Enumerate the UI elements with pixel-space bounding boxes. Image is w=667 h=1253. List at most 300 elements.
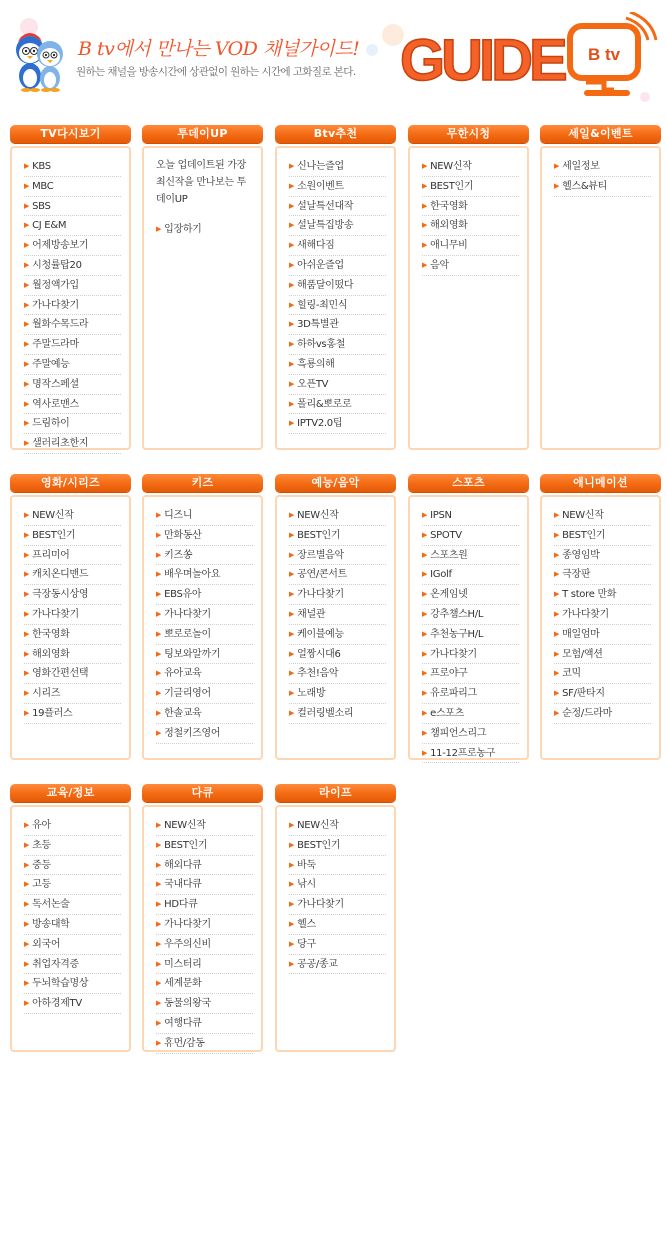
category-item[interactable] (289, 335, 386, 355)
arrow-icon: ▶ (156, 629, 162, 638)
category-title-무한시청[interactable]: 무한시청 (408, 125, 529, 143)
category-item[interactable] (24, 395, 121, 415)
category-box (142, 784, 263, 1052)
category-box (540, 474, 661, 760)
category-item[interactable] (156, 605, 253, 625)
category-item-label: 가나다찾기 (32, 299, 79, 311)
category-item[interactable] (156, 875, 253, 895)
category-item-label: 중등 (32, 859, 51, 871)
category-title-키즈[interactable]: 키즈 (142, 474, 263, 492)
category-item[interactable] (289, 296, 386, 316)
category-item-label: 해외영화 (32, 648, 70, 660)
arrow-icon: ▶ (554, 570, 560, 579)
category-item-label: IPSN (430, 510, 452, 521)
category-item[interactable] (24, 836, 121, 856)
category-item-label: 바둑 (297, 859, 316, 871)
category-item[interactable] (156, 915, 253, 935)
arrow-icon: ▶ (156, 225, 162, 233)
category-item[interactable] (289, 585, 386, 605)
category-item-label: 폴리&뽀로로 (297, 398, 352, 410)
arrow-icon: ▶ (156, 669, 162, 678)
category-item[interactable] (156, 625, 253, 645)
category-item[interactable] (554, 565, 651, 585)
arrow-icon: ▶ (24, 689, 30, 698)
category-item[interactable] (24, 414, 121, 434)
arrow-icon: ▶ (289, 900, 295, 909)
category-item[interactable] (156, 816, 253, 836)
category-item[interactable] (156, 935, 253, 955)
category-item[interactable] (554, 645, 651, 665)
arrow-icon: ▶ (156, 530, 162, 539)
arrow-icon: ▶ (554, 162, 560, 170)
arrow-icon: ▶ (156, 609, 162, 618)
arrow-icon: ▶ (289, 919, 295, 928)
category-item[interactable] (24, 335, 121, 355)
category-item[interactable] (24, 216, 121, 236)
category-item[interactable] (156, 836, 253, 856)
category-item-label: IPTV2.0팁 (297, 418, 343, 430)
arrow-icon: ▶ (156, 860, 162, 869)
category-item[interactable] (24, 955, 121, 975)
category-item[interactable] (422, 157, 519, 177)
arrow-icon: ▶ (156, 649, 162, 658)
category-item[interactable] (289, 816, 386, 836)
category-item-label: BEST인기 (297, 839, 341, 851)
category-item[interactable] (24, 625, 121, 645)
category-title-세일-이벤트[interactable]: 세일&이벤트 (540, 125, 661, 143)
category-item-label: EBS유아 (164, 589, 202, 601)
category-item-label: 입장하기 (164, 224, 202, 235)
category-item-label: 기글리영어 (164, 688, 211, 700)
category-item-label: 노래방 (297, 688, 326, 700)
category-item-label: 세일정보 (562, 161, 600, 172)
category-item[interactable] (156, 684, 253, 704)
category-description: 오늘 업데이트된 가장 최신작을 만나보는 투데이UP (156, 160, 246, 205)
category-title-영화-시리즈[interactable]: 영화/시리즈 (10, 474, 131, 492)
category-item[interactable] (422, 197, 519, 217)
category-item-label: 장르별음악 (297, 549, 344, 561)
category-item[interactable] (156, 856, 253, 876)
category-item[interactable] (289, 355, 386, 375)
category-item[interactable] (24, 664, 121, 684)
category-item[interactable] (289, 856, 386, 876)
category-item[interactable] (289, 375, 386, 395)
category-title-투데이up[interactable]: 투데이UP (142, 125, 263, 143)
category-item-label: 추천농구H/L (430, 628, 484, 640)
category-item-label: 세계문화 (164, 978, 202, 990)
category-item[interactable] (422, 724, 519, 744)
category-item[interactable] (422, 216, 519, 236)
category-item[interactable] (156, 220, 253, 239)
category-item[interactable] (24, 816, 121, 836)
arrow-icon: ▶ (422, 570, 428, 579)
category-item[interactable] (24, 276, 121, 296)
category-item-label: NEW신작 (562, 510, 604, 521)
arrow-icon: ▶ (422, 590, 428, 599)
arrow-icon: ▶ (24, 919, 30, 928)
category-item-label: NEW신작 (32, 510, 74, 521)
arrow-icon: ▶ (289, 340, 295, 349)
category-item[interactable] (422, 565, 519, 585)
arrow-icon: ▶ (156, 590, 162, 599)
category-item[interactable] (422, 684, 519, 704)
category-item-label: 힐링-최민식 (297, 299, 348, 311)
arrow-icon: ▶ (289, 379, 295, 388)
arrow-icon: ▶ (156, 570, 162, 579)
category-item[interactable] (156, 585, 253, 605)
category-list (540, 495, 661, 760)
category-item-label: 디즈니 (164, 510, 193, 521)
category-item[interactable] (422, 605, 519, 625)
arrow-icon: ▶ (554, 550, 560, 559)
category-item[interactable] (24, 506, 121, 526)
category-item[interactable] (289, 216, 386, 236)
category-item-label: 국내다큐 (164, 879, 202, 891)
arrow-icon: ▶ (289, 419, 295, 428)
arrow-icon: ▶ (24, 201, 30, 210)
arrow-icon: ▶ (24, 359, 30, 368)
category-item[interactable] (289, 506, 386, 526)
category-item-label: 하하vs홍철 (297, 339, 346, 351)
arrow-icon: ▶ (24, 340, 30, 349)
category-item-label: IGolf (430, 569, 452, 581)
category-list (142, 146, 263, 450)
category-item[interactable] (289, 395, 386, 415)
category-item[interactable] (156, 895, 253, 915)
category-item[interactable] (156, 974, 253, 994)
arrow-icon: ▶ (289, 221, 295, 230)
arrow-icon: ▶ (156, 880, 162, 889)
category-item[interactable] (24, 375, 121, 395)
category-item[interactable] (24, 994, 121, 1014)
category-item[interactable] (289, 684, 386, 704)
category-item[interactable] (422, 546, 519, 566)
arrow-icon: ▶ (289, 511, 295, 519)
arrow-icon: ▶ (156, 821, 162, 829)
category-item[interactable] (24, 526, 121, 546)
category-item-label: 매일엄마 (562, 628, 600, 640)
category-item[interactable] (554, 157, 651, 177)
category-item-label: 가나다찾기 (430, 648, 477, 660)
arrow-icon: ▶ (24, 609, 30, 618)
arrow-icon: ▶ (156, 689, 162, 698)
category-box (408, 474, 529, 760)
category-item[interactable] (289, 704, 386, 724)
category-item[interactable] (156, 506, 253, 526)
category-item[interactable] (289, 526, 386, 546)
category-item-label: 공연/콘서트 (297, 569, 347, 581)
category-list (540, 146, 661, 450)
guide-logo-text: GUIDE (400, 28, 564, 93)
category-item[interactable] (289, 197, 386, 217)
category-box (408, 125, 529, 450)
category-item[interactable] (24, 875, 121, 895)
category-title-애니메이션[interactable]: 애니메이션 (540, 474, 661, 492)
arrow-icon: ▶ (422, 550, 428, 559)
arrow-icon: ▶ (24, 280, 30, 289)
arrow-icon: ▶ (24, 419, 30, 428)
category-title-다큐[interactable]: 다큐 (142, 784, 263, 802)
arrow-icon: ▶ (422, 201, 428, 210)
category-item-label: 역사로맨스 (32, 398, 79, 410)
category-box (142, 474, 263, 760)
decor-dot (366, 44, 378, 56)
arrow-icon: ▶ (24, 181, 30, 190)
category-box (10, 474, 131, 760)
category-item[interactable] (24, 605, 121, 625)
arrow-icon: ▶ (422, 748, 428, 757)
category-item[interactable] (422, 256, 519, 276)
arrow-icon: ▶ (422, 689, 428, 698)
category-item[interactable] (24, 236, 121, 256)
category-item-label: 명작스페셜 (32, 378, 79, 390)
category-item[interactable] (422, 664, 519, 684)
category-item[interactable] (24, 974, 121, 994)
arrow-icon: ▶ (24, 162, 30, 170)
category-item[interactable] (24, 935, 121, 955)
category-item-label: 코믹 (562, 668, 581, 680)
category-item[interactable] (422, 704, 519, 724)
category-item-label: HD다큐 (164, 899, 198, 911)
category-item[interactable] (24, 684, 121, 704)
arrow-icon: ▶ (422, 609, 428, 618)
category-title-스포츠[interactable]: 스포츠 (408, 474, 529, 492)
category-item[interactable] (289, 955, 386, 975)
category-item-label: 얼짱시대6 (297, 648, 341, 660)
category-item-label: 주말드라마 (32, 339, 79, 351)
category-item[interactable] (289, 157, 386, 177)
category-item-label: 아하경제TV (32, 998, 82, 1010)
category-item-label: BEST인기 (164, 839, 208, 851)
arrow-icon: ▶ (289, 708, 295, 717)
category-item[interactable] (422, 625, 519, 645)
category-item[interactable] (289, 315, 386, 335)
arrow-icon: ▶ (289, 609, 295, 618)
category-item[interactable] (24, 177, 121, 197)
category-item[interactable] (156, 645, 253, 665)
category-item-label: 월정액가입 (32, 279, 79, 291)
arrow-icon: ▶ (24, 959, 30, 968)
category-item-label: 설날특집방송 (297, 220, 354, 232)
category-item[interactable] (24, 585, 121, 605)
category-item[interactable] (554, 664, 651, 684)
category-item-label: 두뇌학습명상 (32, 978, 89, 990)
category-item[interactable] (554, 585, 651, 605)
category-item-label: 헬스 (297, 918, 316, 930)
category-item[interactable] (156, 1034, 253, 1054)
arrow-icon: ▶ (289, 860, 295, 869)
category-item[interactable] (289, 895, 386, 915)
arrow-icon: ▶ (24, 840, 30, 849)
category-item[interactable] (24, 565, 121, 585)
arrow-icon: ▶ (554, 590, 560, 599)
category-item-label: 19플러스 (32, 707, 73, 719)
arrow-icon: ▶ (156, 919, 162, 928)
arrow-icon: ▶ (289, 880, 295, 889)
arrow-icon: ▶ (289, 821, 295, 829)
category-item[interactable] (24, 915, 121, 935)
category-item[interactable] (24, 296, 121, 316)
arrow-icon: ▶ (422, 162, 428, 170)
category-item-label: 당구 (297, 938, 316, 950)
arrow-icon: ▶ (422, 669, 428, 678)
category-item[interactable] (422, 645, 519, 665)
category-title-라이프[interactable]: 라이프 (275, 784, 396, 802)
category-item[interactable] (554, 605, 651, 625)
arrow-icon: ▶ (289, 590, 295, 599)
category-item-label: 강추챔스H/L (430, 608, 484, 620)
arrow-icon: ▶ (156, 708, 162, 717)
category-item[interactable] (289, 236, 386, 256)
category-item[interactable] (156, 994, 253, 1014)
arrow-icon: ▶ (289, 530, 295, 539)
category-item[interactable] (156, 664, 253, 684)
category-item[interactable] (554, 704, 651, 724)
category-item[interactable] (289, 177, 386, 197)
category-item-label: 극장동시상영 (32, 589, 89, 601)
category-item[interactable] (422, 585, 519, 605)
category-item[interactable] (554, 546, 651, 566)
arrow-icon: ▶ (289, 201, 295, 210)
arrow-icon: ▶ (289, 280, 295, 289)
category-item-label: 시리즈 (32, 688, 61, 700)
category-item-label: 3D특별관 (297, 319, 339, 331)
arrow-icon: ▶ (289, 629, 295, 638)
category-item-label: 애니무비 (430, 240, 468, 252)
category-item[interactable] (156, 724, 253, 744)
arrow-icon: ▶ (422, 649, 428, 658)
category-item-label: 모험/액션 (562, 648, 603, 660)
category-item[interactable] (156, 526, 253, 546)
category-item[interactable] (289, 565, 386, 585)
arrow-icon: ▶ (156, 1018, 162, 1027)
arrow-icon: ▶ (156, 999, 162, 1008)
arrow-icon: ▶ (156, 511, 162, 519)
category-item-label: 가나다찾기 (297, 589, 344, 601)
category-item[interactable] (289, 546, 386, 566)
category-item[interactable] (24, 157, 121, 177)
arrow-icon: ▶ (289, 181, 295, 190)
arrow-icon: ▶ (289, 669, 295, 678)
category-item[interactable] (289, 625, 386, 645)
category-item-label: 신나는즐업 (297, 161, 344, 172)
arrow-icon: ▶ (422, 728, 428, 737)
arrow-icon: ▶ (24, 260, 30, 269)
category-item-label: 순정/드라마 (562, 707, 612, 719)
category-item-label: 흑룡의해 (297, 358, 335, 370)
category-item[interactable] (24, 315, 121, 335)
category-item[interactable] (289, 645, 386, 665)
category-item-label: 여행다큐 (164, 1017, 202, 1029)
arrow-icon: ▶ (554, 609, 560, 618)
category-item[interactable] (289, 276, 386, 296)
category-item[interactable] (24, 856, 121, 876)
category-item-label: 낚시 (297, 879, 316, 891)
category-item[interactable] (289, 915, 386, 935)
category-list (10, 495, 131, 760)
category-item[interactable] (24, 256, 121, 276)
category-list (275, 805, 396, 1052)
arrow-icon: ▶ (156, 728, 162, 737)
category-item[interactable] (24, 704, 121, 724)
category-item[interactable] (554, 526, 651, 546)
category-item-label: 드림하이 (32, 418, 70, 430)
category-title-tv다시보기[interactable]: TV다시보기 (10, 125, 131, 143)
category-item[interactable] (289, 875, 386, 895)
category-item[interactable] (422, 236, 519, 256)
arrow-icon: ▶ (289, 162, 295, 170)
category-title-btv추천[interactable]: Btv추천 (275, 125, 396, 143)
category-item[interactable] (422, 506, 519, 526)
category-item-label: 정철키즈영어 (164, 727, 221, 739)
category-item[interactable] (554, 177, 651, 197)
category-item-label: 우주의신비 (164, 938, 211, 950)
category-box (275, 784, 396, 1052)
arrow-icon: ▶ (289, 959, 295, 968)
category-item[interactable] (156, 955, 253, 975)
category-item-label: BEST인기 (32, 529, 76, 541)
category-box (275, 474, 396, 760)
category-item[interactable] (24, 895, 121, 915)
category-item[interactable] (24, 197, 121, 217)
category-item[interactable] (422, 744, 519, 764)
category-item-label: 가나다찾기 (562, 608, 609, 620)
category-list (275, 146, 396, 450)
category-item-label: 스포츠원 (430, 549, 468, 561)
category-item[interactable] (554, 506, 651, 526)
arrow-icon: ▶ (422, 530, 428, 539)
category-box (540, 125, 661, 450)
category-item-label: 가나다찾기 (297, 899, 344, 911)
category-item[interactable] (24, 434, 121, 454)
category-item-label: 설날특선대작 (297, 200, 354, 212)
category-item[interactable] (422, 177, 519, 197)
category-title-예능-음악[interactable]: 예능/음악 (275, 474, 396, 492)
category-item[interactable] (289, 414, 386, 434)
category-item[interactable] (554, 684, 651, 704)
category-item[interactable] (422, 526, 519, 546)
category-item[interactable] (289, 664, 386, 684)
category-item-label: KBS (32, 161, 51, 172)
category-title-교육-정보[interactable]: 교육/정보 (10, 784, 131, 802)
category-item[interactable] (24, 645, 121, 665)
arrow-icon: ▶ (24, 550, 30, 559)
category-item[interactable] (289, 256, 386, 276)
arrow-icon: ▶ (156, 959, 162, 968)
category-item-label: 공공/종교 (297, 958, 338, 970)
page-subtitle: 원하는 채널을 방송시간에 상관없이 원하는 시간에 고화질로 본다. (76, 66, 356, 78)
category-box (10, 125, 131, 450)
category-item[interactable] (156, 1014, 253, 1034)
category-item-label: 초등 (32, 839, 51, 851)
category-item[interactable] (289, 935, 386, 955)
arrow-icon: ▶ (24, 570, 30, 579)
arrow-icon: ▶ (24, 399, 30, 408)
category-item[interactable] (156, 704, 253, 724)
category-item[interactable] (289, 605, 386, 625)
category-item[interactable] (24, 546, 121, 566)
category-item[interactable] (156, 546, 253, 566)
category-item[interactable] (289, 836, 386, 856)
category-item[interactable] (156, 565, 253, 585)
category-item-label: NEW신작 (430, 161, 472, 172)
category-item-label: 프로야구 (430, 668, 468, 680)
category-item[interactable] (554, 625, 651, 645)
category-item[interactable] (24, 355, 121, 375)
category-list (142, 495, 263, 760)
category-item-label: 유아교육 (164, 668, 202, 680)
arrow-icon: ▶ (24, 530, 30, 539)
